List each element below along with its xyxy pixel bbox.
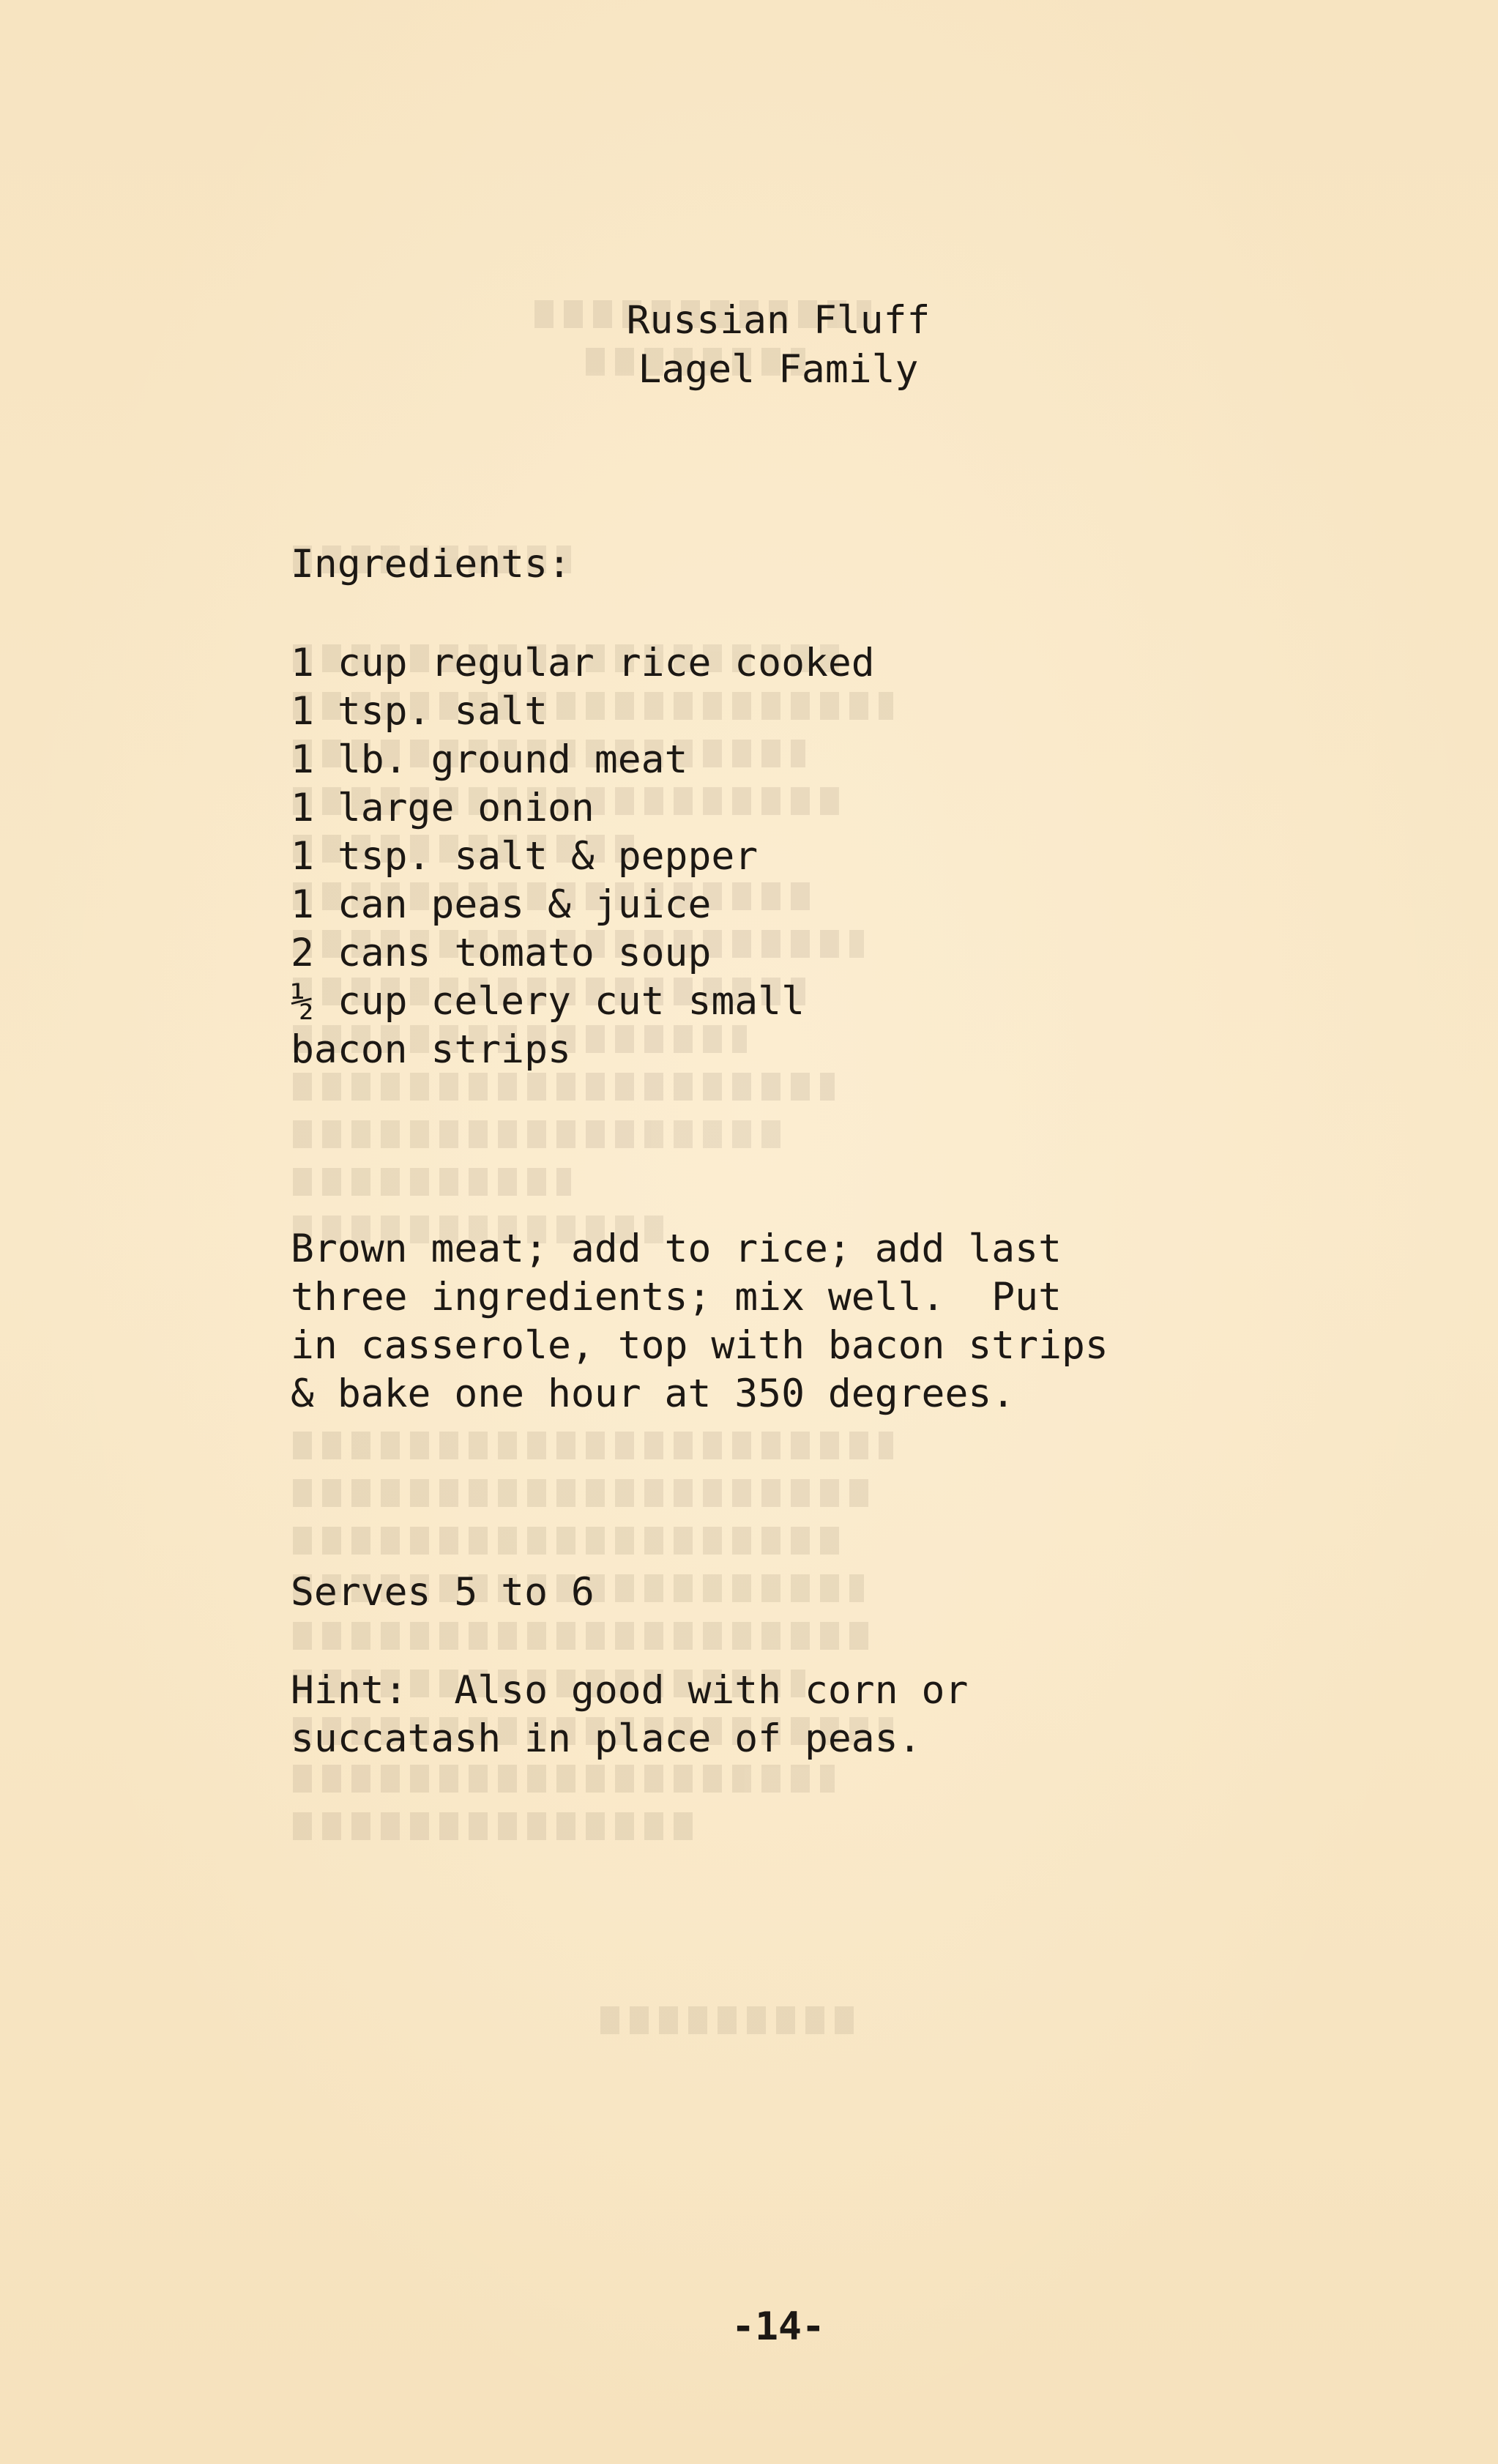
- ingredient-item: 2 cans tomato soup: [291, 931, 712, 975]
- directions-paragraph: [291, 1225, 1108, 1418]
- ingredient-item: 1 tsp. salt: [291, 689, 548, 734]
- servings-note: Serves 5 to 6: [291, 1570, 595, 1615]
- directions-line: three ingredients; mix well. Put: [291, 1275, 1062, 1320]
- recipe-title: Russian Fluff: [626, 298, 931, 343]
- recipe-source: Lagel Family: [638, 347, 919, 392]
- hint-line: Hint: Also good with corn or: [291, 1668, 969, 1713]
- ingredient-item: 1 lb. ground meat: [291, 737, 688, 782]
- ingredient-item: 1 tsp. salt & pepper: [291, 834, 759, 879]
- directions-line: & bake one hour at 350 degrees.: [291, 1371, 1016, 1416]
- ingredient-item: 1 can peas & juice: [291, 882, 712, 927]
- directions-line: in casserole, top with bacon strips: [291, 1323, 1108, 1368]
- ingredient-item: bacon strips: [291, 1027, 571, 1072]
- hint-paragraph: [291, 1667, 968, 1763]
- ingredient-item: ½ cup celery cut small: [291, 979, 805, 1024]
- hint-line: succatash in place of peas.: [291, 1716, 922, 1761]
- ingredient-item: 1 large onion: [291, 786, 595, 830]
- directions-line: Brown meat; add to rice; add last: [291, 1227, 1062, 1271]
- ingredient-item: 1 cup regular rice cooked: [291, 641, 875, 685]
- ingredients-heading: Ingredients:: [291, 542, 571, 587]
- page-number: -14-: [731, 2304, 825, 2349]
- ingredients-list: [291, 639, 875, 1074]
